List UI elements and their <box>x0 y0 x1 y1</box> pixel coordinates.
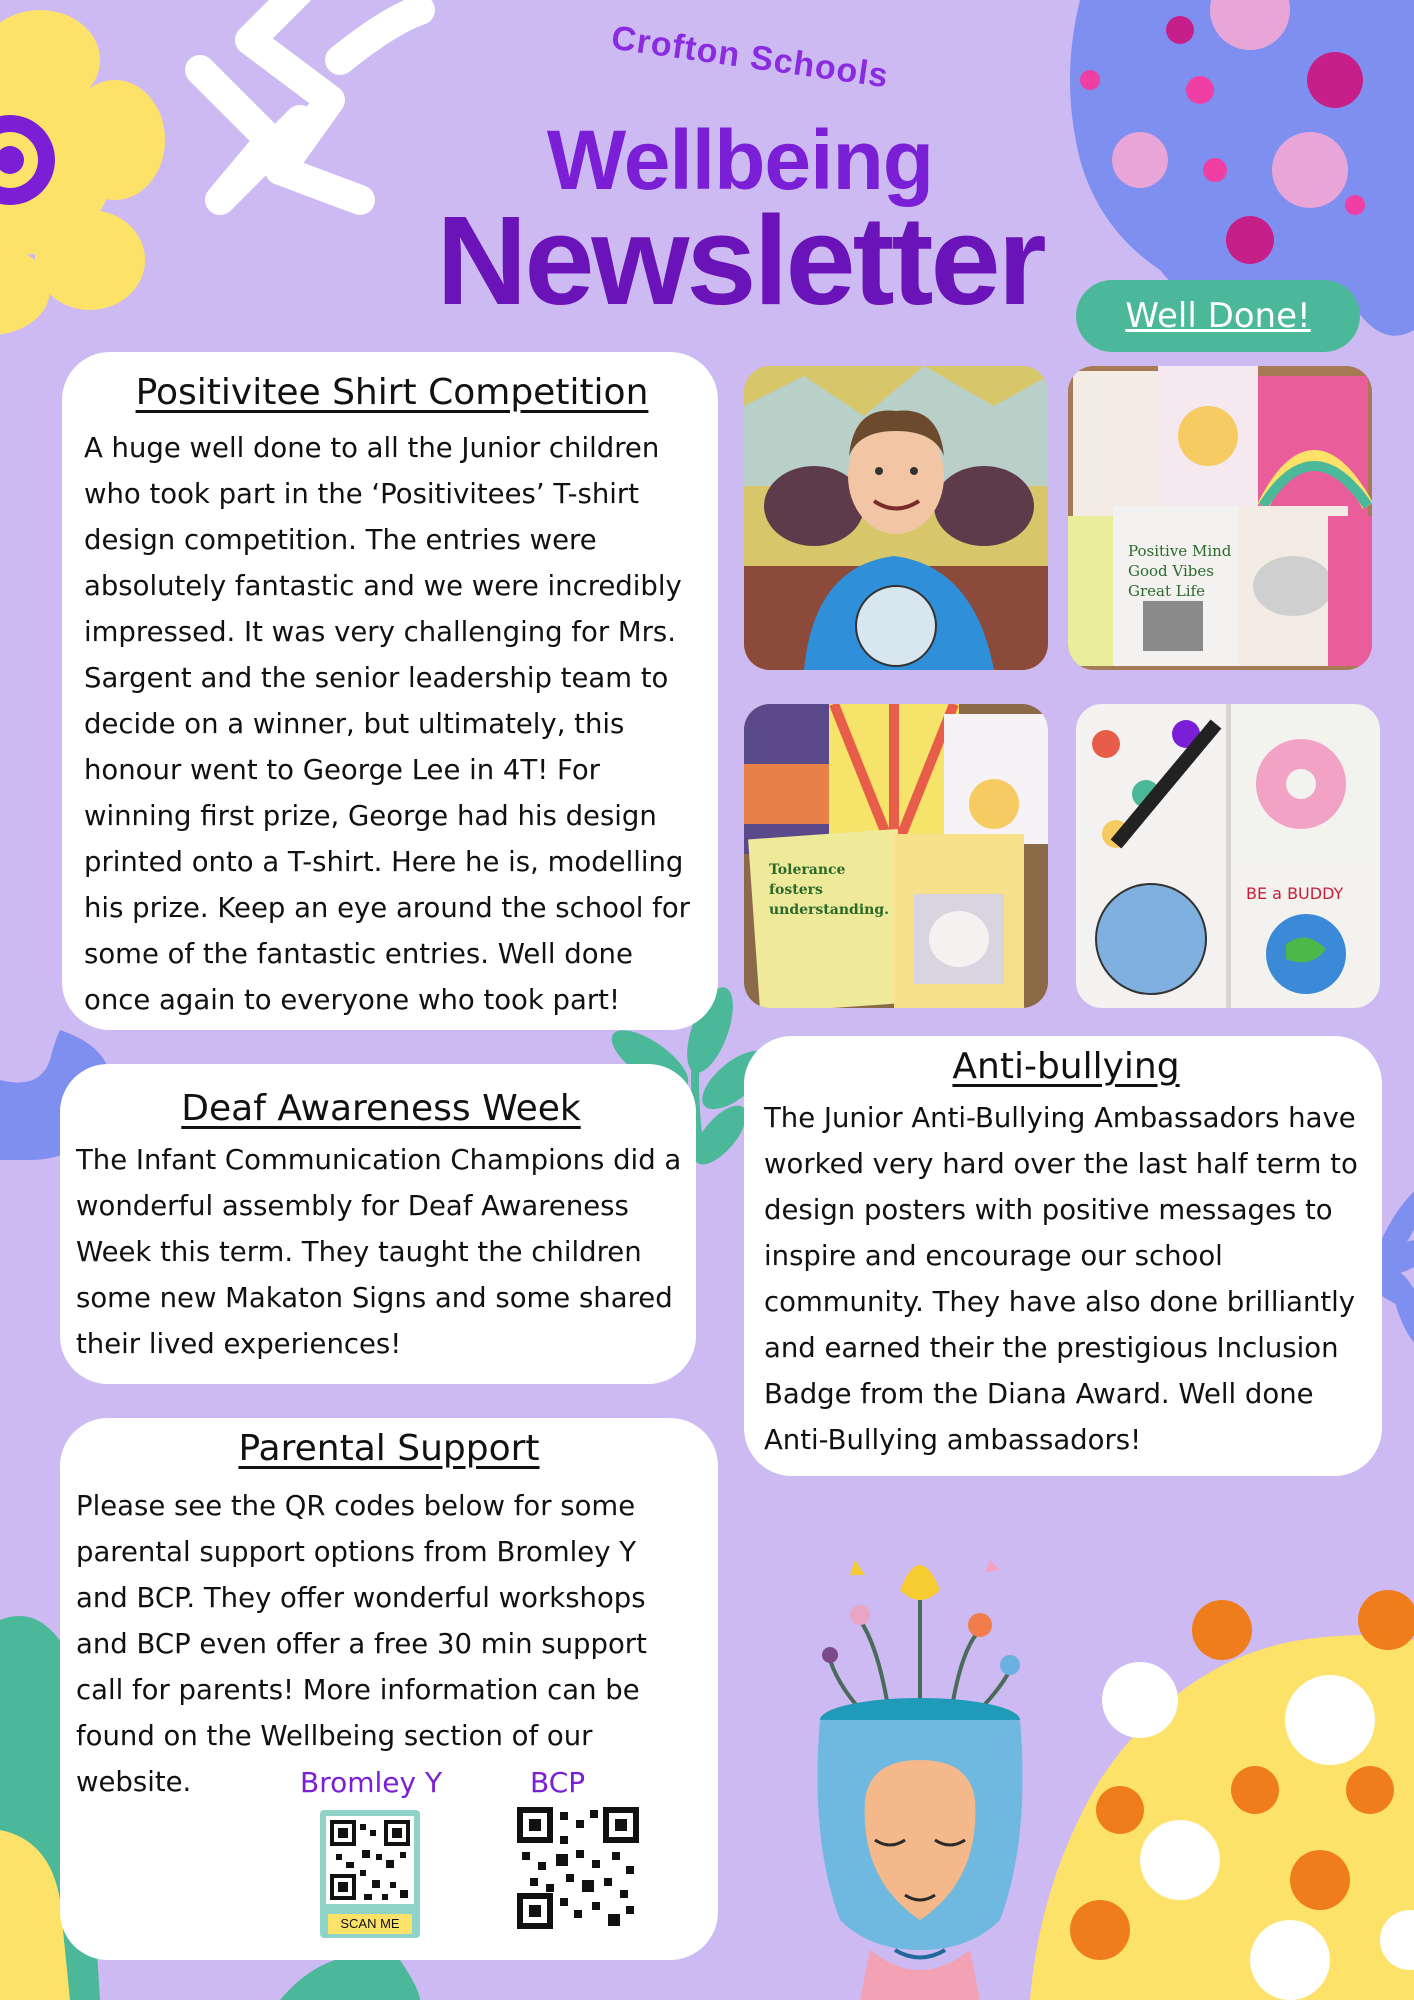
newsletter-title-line2: Newsletter <box>436 190 1044 331</box>
deaf-awareness-body: The Infant Communication Champions did a wonderful assembly for Deaf Awareness Week this term. They taught the children some new Makaton Signs and some shared their lived experiences! <box>76 1144 682 1360</box>
qr-label-bcp: BCP <box>530 1766 586 1799</box>
positivitee-body: A huge well done to all the Junior children who took part in the ‘Positivitees’ T-shirt design competition. The entries were absolutely fantastic and we were incredibly impressed. It was very challenging for Mrs. Sargent and the senior leadership team to decide on a winner, but ultimately, this honour went to George Lee in 4T! For winning first prize, George had his design printed onto a T-shirt. Here he is, modelling his prize. Keep an eye around the school for some of the fantastic entries. Well done once again to everyone who took part! <box>84 432 690 1016</box>
yellow-blob-decoration-right <box>1030 1590 1414 2000</box>
qr-code-bromley-y[interactable] <box>320 1810 420 1938</box>
mindful-head-illustration <box>770 1520 1070 2000</box>
photo-george-tshirt <box>744 366 1048 670</box>
svg-text:understanding.: understanding. <box>769 902 889 918</box>
anti-bullying-heading: Anti-bullying <box>952 1046 1180 1087</box>
green-blob-bottom <box>280 1955 420 2000</box>
photo-posters-2 <box>744 704 1048 1008</box>
yellow-flower-decoration <box>0 10 165 335</box>
anti-bullying-card <box>744 1036 1382 1476</box>
qr-label-bromley-y: Bromley Y <box>300 1766 443 1799</box>
svg-text:Good Vibes: Good Vibes <box>1128 562 1214 580</box>
well-done-badge: Well Done! <box>1076 280 1360 352</box>
svg-text:fosters: fosters <box>769 882 823 898</box>
white-squiggle-decoration <box>340 10 420 60</box>
scan-me-caption: SCAN ME <box>328 1914 412 1934</box>
svg-text:Tolerance: Tolerance <box>769 862 846 878</box>
anti-bullying-body: The Junior Anti-Bullying Ambassadors have worked very hard over the last half term to design posters with positive messages to inspire and encourage our school community. They have also done brilliantly and earned their the prestigious Inclusion Badge from the Diana Award. Well done Anti-Bullying ambassadors! <box>764 1102 1358 1456</box>
school-name: Crofton Schools <box>609 18 892 96</box>
svg-text:Great Life: Great Life <box>1128 582 1205 600</box>
parental-support-body: Please see the QR codes below for some parental support options from Bromley Y and BCP. They offer wonderful workshops and BCP even offer a free 30 min support call for parents! More information can be found on the Wellbeing section of our website. <box>76 1490 647 1798</box>
white-zigzag-decoration-2 <box>250 0 360 200</box>
qr-code-bcp[interactable] <box>516 1806 640 1930</box>
newsletter-title-line1: Wellbeing <box>546 113 934 207</box>
deaf-awareness-card <box>60 1064 696 1384</box>
svg-text:BE a BUDDY: BE a BUDDY <box>1246 884 1344 903</box>
photo-posters-3 <box>1076 704 1380 1008</box>
photo-posters-1 <box>1068 366 1372 670</box>
positivitee-card <box>62 352 718 1030</box>
poster-text-1: Positive Mind <box>1128 542 1232 560</box>
positivitee-heading: Positivitee Shirt Competition <box>135 372 649 413</box>
deaf-awareness-heading: Deaf Awareness Week <box>181 1088 581 1129</box>
parental-support-heading: Parental Support <box>238 1428 540 1469</box>
